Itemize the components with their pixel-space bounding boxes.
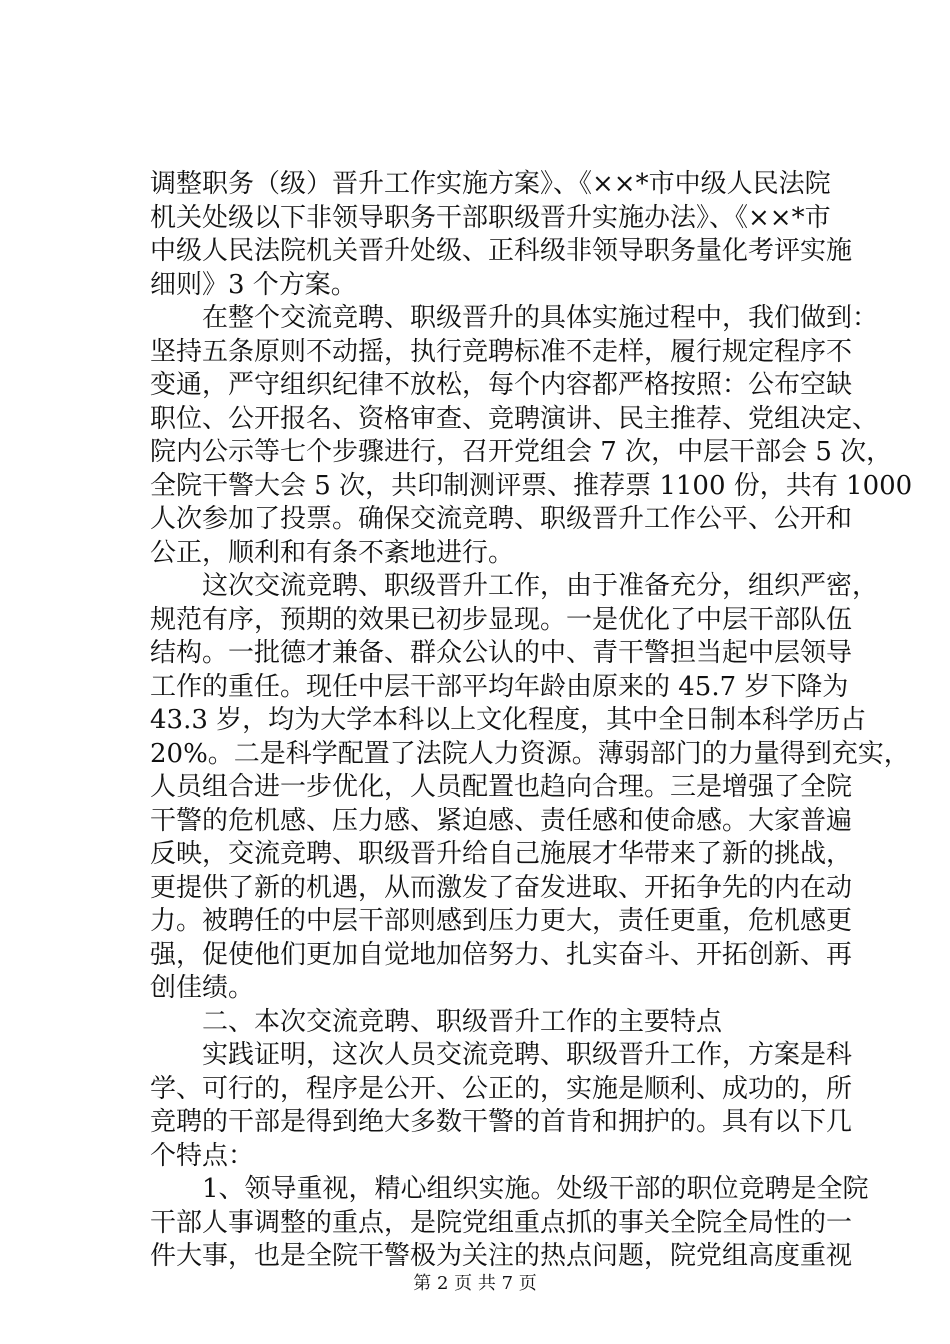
text-line: 调整职务（级）晋升工作实施方案》、《××*市中级人民法院 <box>150 169 831 199</box>
text-line: 1、领导重视，精心组织实施。处级干部的职位竞聘是全院 <box>150 1174 869 1204</box>
text-line: 这次交流竞聘、职级晋升工作，由于准备充分，组织严密， <box>150 571 879 601</box>
text-line: 更提供了新的机遇，从而激发了奋发进取、开拓争先的内在动 <box>150 872 853 903</box>
text-line: 实践证明，这次人员交流竞聘、职级晋升工作，方案是科 <box>150 1040 853 1070</box>
text-line: 强，促使他们更加自觉地加倍努力、扎实奋斗、开拓创新、再 <box>150 939 853 970</box>
text-line: 件大事，也是全院干警极为关注的热点问题，院党组高度重视 <box>150 1241 853 1271</box>
text-line: 规范有序，预期的效果已初步显现。一是优化了中层干部队伍 <box>150 604 853 635</box>
text-line: 结构。一批德才兼备、群众公认的中、青干警担当起中层领导 <box>150 638 853 668</box>
text-line: 全院干警大会 5 次，共印制测评票、推荐票 1100 份，共有 1000 <box>150 470 913 501</box>
text-line: 干部人事调整的重点，是院党组重点抓的事关全院全局性的一 <box>150 1207 853 1238</box>
text-line: 院内公示等七个步骤进行，召开党组会 7 次，中层干部会 5 次， <box>150 437 893 467</box>
section-heading: 二、本次交流竞聘、职级晋升工作的主要特点 <box>150 1006 723 1037</box>
text-line: 创佳绩。 <box>150 973 255 1003</box>
text-line: 学、可行的，程序是公开、公正的，实施是顺利、成功的，所 <box>150 1073 853 1104</box>
text-line: 公正，顺利和有条不紊地进行。 <box>150 537 515 568</box>
text-line: 人员组合进一步优化，人员配置也趋向合理。三是增强了全院 <box>150 772 853 802</box>
text-line: 20%。二是科学配置了法院人力资源。薄弱部门的力量得到充实， <box>150 738 910 769</box>
text-line: 职位、公开报名、资格审查、竞聘演讲、民主推荐、党组决定、 <box>150 403 879 434</box>
text-line: 中级人民法院机关晋升处级、正科级非领导职务量化考评实施 <box>150 236 853 266</box>
text-line: 反映，交流竞聘、职级晋升给自己施展才华带来了新的挑战， <box>150 839 853 869</box>
text-line: 43.3 岁，均为大学本科以上文化程度，其中全日制本科学历占 <box>150 705 867 735</box>
text-line: 工作的重任。现任中层干部平均年龄由原来的 45.7 岁下降为 <box>150 671 849 702</box>
text-line: 细则》3 个方案。 <box>150 269 357 300</box>
text-line: 干警的危机感、压力感、紧迫感、责任感和使命感。大家普遍 <box>150 805 853 836</box>
text-line: 力。被聘任的中层干部则感到压力更大，责任更重，危机感更 <box>150 906 853 936</box>
text-line: 在整个交流竞聘、职级晋升的具体实施过程中，我们做到： <box>150 303 879 333</box>
document-body <box>150 168 913 1274</box>
text-line: 竞聘的干部是得到绝大多数干警的首肯和拥护的。具有以下几 <box>150 1107 853 1137</box>
text-line: 坚持五条原则不动摇，执行竞聘标准不走样，履行规定程序不 <box>150 336 853 367</box>
text-line: 机关处级以下非领导职务干部职级晋升实施办法》、《××*市 <box>150 202 831 233</box>
text-line: 人次参加了投票。确保交流竞聘、职级晋升工作公平、公开和 <box>150 504 853 534</box>
text-line: 变通，严守组织纪律不放松，每个内容都严格按照：公布空缺 <box>150 370 853 400</box>
page-number-footer: 第 2 页 共 7 页 <box>413 1273 537 1294</box>
text-line: 个特点： <box>150 1140 255 1171</box>
